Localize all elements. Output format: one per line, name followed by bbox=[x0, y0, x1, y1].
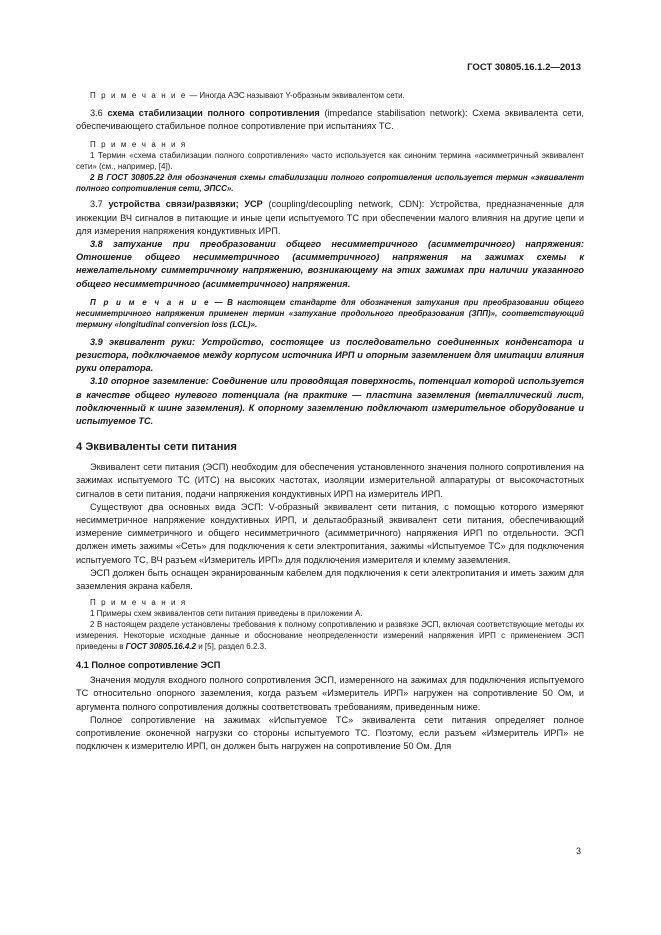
paragraph-esp-cable: ЭСП должен быть оснащен экранированным кабелем для подключения к сети электропитания и иметь зажим для заземления экрана кабеля. bbox=[76, 567, 584, 592]
note-zpp: П р и м е ч а н и е — В настоящем стандарте для обозначения затухания при преобразовании общего несимметричного напряжения применен термин «затухание продольного преобразования (ЗПП)», соответствующий термину «longitudinal conversion loss (LCL)». bbox=[76, 297, 584, 329]
paragraph-esp-types: Существуют два основных вида ЭСП: V-образный эквивалент сети питания, с помощью которого измеряют несимметричное напряжение кондуктивных ИРП, и дельтаобразный эквивалент сети питания, обеспечивающий измерение симметричного и общего несимметричного (асимметричного) напряжения ИРП по отдельности. ЭСП должен иметь зажимы «Сеть» для подключения к сети электропитания, зажимы «Испытуемое ТС» для подключения испытуемого ТС, ВЧ разъем «Измеритель ИРП» для подключения измерителя и клемму заземления. bbox=[76, 501, 584, 565]
term-3-10: 3.10 опорное заземление: Соединение или проводящая поверхность, потенциал которой используется в качестве общего нулевого потенциала (на практике — пластина заземления (металлический лист, подключенный к шине заземления). К опорному заземлению подключают измерительное оборудование и испытуемое ТС. bbox=[76, 376, 584, 427]
document-header: ГОСТ 30805.16.1.2—2013 bbox=[467, 62, 581, 73]
term-3-9: 3.9 эквивалент руки: Устройство, состоящее из последовательно соединенных конденсатора и резистора, подключаемое между корпусом источника ИРП и опорным заземлением для имитации влияния руки оператора. bbox=[76, 336, 584, 374]
page-number: 3 bbox=[575, 846, 581, 856]
document-body bbox=[76, 90, 584, 754]
note-annex-a: 1 Примеры схем эквивалентов сети питания приведены в приложении А. bbox=[90, 609, 363, 619]
standard-reference: ГОСТ 30805.16.4.2 bbox=[125, 642, 196, 652]
paragraph-impedance-terminal: Полное сопротивление на зажимах «Испытуемое ТС» эквивалента сети питания определяет полное сопротивление оконечной нагрузки со стороны испытуемого ТС. Поэтому, если разъем «Измеритель ИРП» не подключен к измерителю ИРП, он должен быть нагружен на сопротивление 50 Ом. Для bbox=[76, 714, 584, 752]
notes-heading: П р и м е ч а н и я bbox=[90, 140, 187, 150]
note-requirements: 2 В настоящем разделе установлены требования к полному сопротивлению и развязке ЭСП, включая соответствующие методы их измерения. Некоторые исходные данные и обоснование неопределенности измерений напряжения ИРП с применением ЭСП приведены в ГОСТ 30805.16.4.2 и [5], раздел 6.2.3. bbox=[76, 620, 584, 652]
section-heading-4: 4 Эквиваленты сети питания bbox=[76, 441, 237, 454]
paragraph-impedance-values: Значения модуля входного полного сопротивления ЭСП, измеренного на зажимах для подключения испытуемого ТС относительно опорного заземления, когда разъем «Измеритель ИРП» нагружен на сопротивление 50 Ом, и аргумента полного сопротивления должны соответствовать требованиям, приведенным ниже. bbox=[76, 675, 584, 712]
term-3-8: 3.8 затухание при преобразовании общего несимметричного (асимметричного) напряжения: Отношение общего несимметричного (асимметричного) напряжения на зажимах схемы к нежелательному симметричному напряжению, возникающему на этих зажимах при наличии указанного общего несимметричного (асимметричного) напряжения. bbox=[76, 239, 584, 289]
note-aes: П р и м е ч а н и е — Иногда АЭС называют Y-образным эквивалентом сети. bbox=[90, 91, 405, 100]
term-3-6: 3.6 схема стабилизации полного сопротивления (impedance stabilisation network): Схема эквивалента сети, обеспечивающего стабильное полное сопротивление при испытаниях ТС. bbox=[76, 108, 584, 132]
notes-heading-2: П р и м е ч а н и я bbox=[90, 598, 187, 608]
section-heading-4-1: 4.1 Полное сопротивление ЭСП bbox=[76, 660, 221, 671]
note-2: 2 В ГОСТ 30805.22 для обозначения схемы стабилизации полного сопротивления используется термин «эквивалент полного сопротивления сети, ЭПСС». bbox=[76, 173, 584, 194]
term-3-7: 3.7 устройства связи/развязки; УСР (coupling/decoupling network, CDN): Устройства, предназначенные для инжекции ВЧ сигналов в питающие и иные цепи испытуемого ТС при обеспечении малого влияния на другие цепи и для измерения напряжения кондуктивных ИРП. bbox=[76, 199, 584, 236]
note-1: 1 Термин «схема стабилизации полного сопротивления» часто используется как синоним термина «асимметричный эквивалент сети» (см., например, [4]). bbox=[76, 151, 584, 172]
paragraph-esp-intro: Эквивалент сети питания (ЭСП) необходим для обеспечения установленного значения полного сопротивления на зажимах испытуемого ТС (ИТС) на высоких частотах, изоляции измерительной аппаратуры от высокочастотных сигналов в сети питания, подачи напряжения кондуктивных ИРП на измеритель ИРП. bbox=[76, 462, 584, 499]
